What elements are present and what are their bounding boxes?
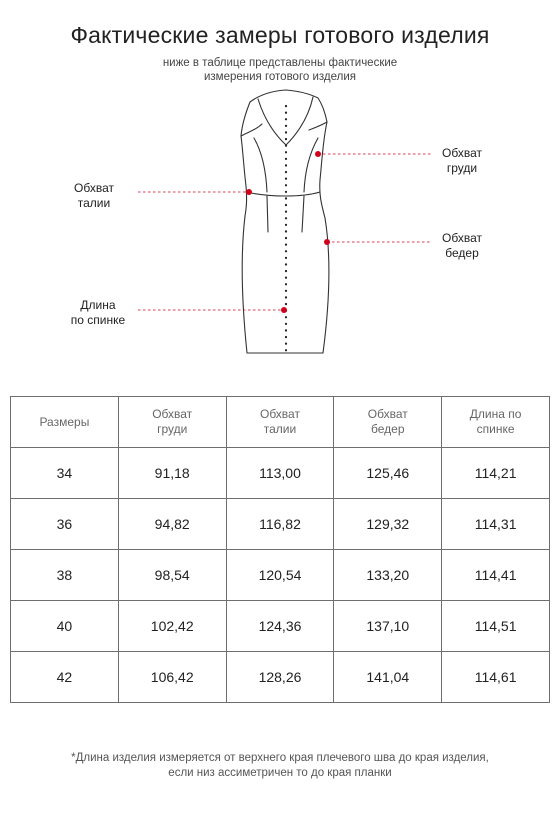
table-cell: 36	[11, 499, 119, 550]
table-header-row	[11, 397, 550, 448]
subtitle-line-2: измерения готового изделия	[203, 71, 357, 83]
left-armhole	[241, 124, 262, 136]
table-cell: 114,21	[442, 448, 550, 499]
table-row	[11, 499, 550, 550]
right-skirt-dart	[302, 196, 304, 232]
back-length-marker	[281, 307, 287, 313]
table-cell: 116,82	[226, 499, 334, 550]
table-cell: 114,31	[442, 499, 550, 550]
table-cell: 120,54	[226, 550, 334, 601]
table-cell: 124,36	[226, 601, 334, 652]
header-sizes: Размеры	[11, 397, 119, 448]
table-cell: 91,18	[118, 448, 226, 499]
table-cell: 141,04	[334, 652, 442, 703]
table-cell: 34	[11, 448, 119, 499]
waist-label: Обхват талии	[74, 181, 114, 210]
waist-seam	[246, 192, 320, 196]
chest-label: Обхват груди	[442, 146, 482, 175]
header-waist: Обхват талии	[226, 397, 334, 448]
table-cell: 114,51	[442, 601, 550, 652]
table-cell: 129,32	[334, 499, 442, 550]
table-row	[11, 601, 550, 652]
subtitle-line-1: ниже в таблице представлены фактические	[162, 57, 398, 69]
table-row	[11, 448, 550, 499]
table-cell: 106,42	[118, 652, 226, 703]
waist-marker	[246, 189, 252, 195]
dress-neckline	[258, 97, 313, 145]
header-chest: Обхват груди	[118, 397, 226, 448]
table-cell: 125,46	[334, 448, 442, 499]
table-cell: 42	[11, 652, 119, 703]
table-cell: 133,20	[334, 550, 442, 601]
table-cell: 113,00	[226, 448, 334, 499]
table-cell: 40	[11, 601, 119, 652]
table-cell: 128,26	[226, 652, 334, 703]
left-bust-dart	[254, 138, 267, 192]
table-row	[11, 550, 550, 601]
header-hips: Обхват бедер	[334, 397, 442, 448]
table-cell: 94,82	[118, 499, 226, 550]
hips-label: Обхват бедер	[442, 231, 482, 260]
header-back-length: Длина по спинке	[442, 397, 550, 448]
table-row	[11, 652, 550, 703]
size-table	[10, 396, 550, 703]
table-cell: 137,10	[334, 601, 442, 652]
table-cell: 114,61	[442, 652, 550, 703]
right-armhole	[309, 122, 327, 130]
right-bust-dart	[304, 138, 318, 192]
chest-marker	[315, 151, 321, 157]
footnote	[0, 751, 560, 781]
footnote-line-1: *Длина изделия измеряется от верхнего края плечевого шва до края изделия,	[71, 752, 489, 764]
hips-marker	[324, 239, 330, 245]
table-cell: 38	[11, 550, 119, 601]
left-skirt-dart	[267, 196, 268, 232]
page-title: Фактические замеры готового изделия	[70, 22, 490, 48]
table-cell: 98,54	[118, 550, 226, 601]
table-cell: 114,41	[442, 550, 550, 601]
table-cell: 102,42	[118, 601, 226, 652]
footnote-line-2: если низ ассиметричен то до края планки	[168, 767, 392, 779]
back-length-label: Длина по спинке	[70, 298, 126, 327]
